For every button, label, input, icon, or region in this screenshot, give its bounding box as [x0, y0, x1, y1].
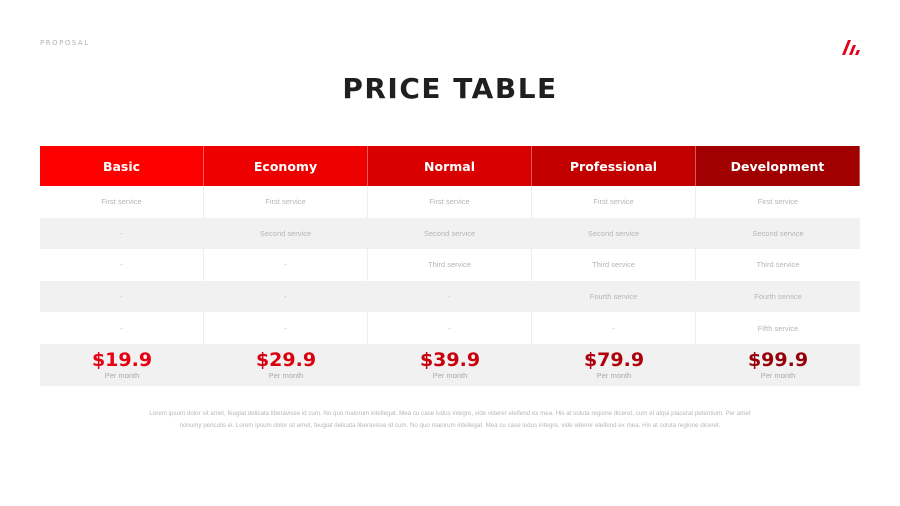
price-period: Per month	[268, 370, 304, 380]
price-cell-basic	[40, 344, 204, 386]
footer-paragraph: Lorem ipsum dolor sit amet, feugiat delicata liberavisse id cum. No quo maiorum intellegat. Mea cu case ludus integre, vide viderer eleifend ex mea. His at soluta regione diceret, cum et atqui placerat petentium. Per amet nonumy periculis ei. Lorem ipsum dolor sit amet, feugiat delicata liberavisse id cum. No quo maiorum intellegat. Mea cu case ludus integre, vide viderer eleifend ex mea. His at soluta regione diceret.	[149, 410, 751, 429]
service-cell: Fourth service	[532, 281, 696, 313]
service-cell: First service	[757, 197, 799, 207]
price-table	[40, 146, 860, 386]
slash-logo-icon	[842, 40, 860, 56]
service-cell: First service	[40, 186, 204, 218]
price-period: Per month	[432, 370, 468, 380]
service-cell: -	[204, 281, 368, 313]
eyebrow-label: PROPOSAL	[40, 39, 90, 47]
price-cell-professional	[532, 344, 696, 386]
price-period: Per month	[760, 370, 796, 380]
service-cell: Third service	[368, 249, 532, 281]
service-cell: Third service	[532, 249, 696, 281]
service-cell: Second service	[532, 218, 696, 250]
service-cell: -	[204, 249, 368, 281]
service-cell: -	[40, 218, 204, 250]
plan-header-normal: Normal	[368, 146, 532, 186]
price-cell-economy	[204, 344, 368, 386]
service-cell: -	[40, 281, 204, 313]
service-cell: -	[532, 312, 696, 344]
plan-header-professional: Professional	[532, 146, 696, 186]
price-value: $79.9	[583, 348, 645, 371]
service-cell: Third service	[756, 260, 800, 270]
price-value: $99.9	[747, 348, 809, 371]
service-cell: First service	[204, 186, 368, 218]
service-cell: Fifth service	[757, 323, 799, 333]
service-cell: -	[368, 281, 532, 313]
price-value: $29.9	[255, 348, 317, 371]
price-value: $19.9	[91, 348, 153, 371]
plan-header-development: Development	[696, 146, 860, 186]
price-cell-normal	[368, 344, 532, 386]
service-cell: Second service	[696, 218, 860, 250]
plan-header-economy: Economy	[204, 146, 368, 186]
service-cell: -	[40, 312, 204, 344]
service-cell: First service	[368, 186, 532, 218]
price-period: Per month	[104, 370, 140, 380]
service-cell: Second service	[368, 218, 532, 250]
service-cell: -	[368, 312, 532, 344]
page-title: PRICE TABLE	[342, 72, 558, 105]
price-period: Per month	[596, 370, 632, 380]
price-value: $39.9	[419, 348, 481, 371]
service-cell: First service	[532, 186, 696, 218]
plan-header-basic: Basic	[40, 146, 204, 186]
service-cell: -	[40, 249, 204, 281]
service-cell: Fourth service	[696, 281, 860, 313]
price-cell-development	[696, 344, 860, 386]
service-cell: -	[204, 312, 368, 344]
service-cell: Second service	[204, 218, 368, 250]
